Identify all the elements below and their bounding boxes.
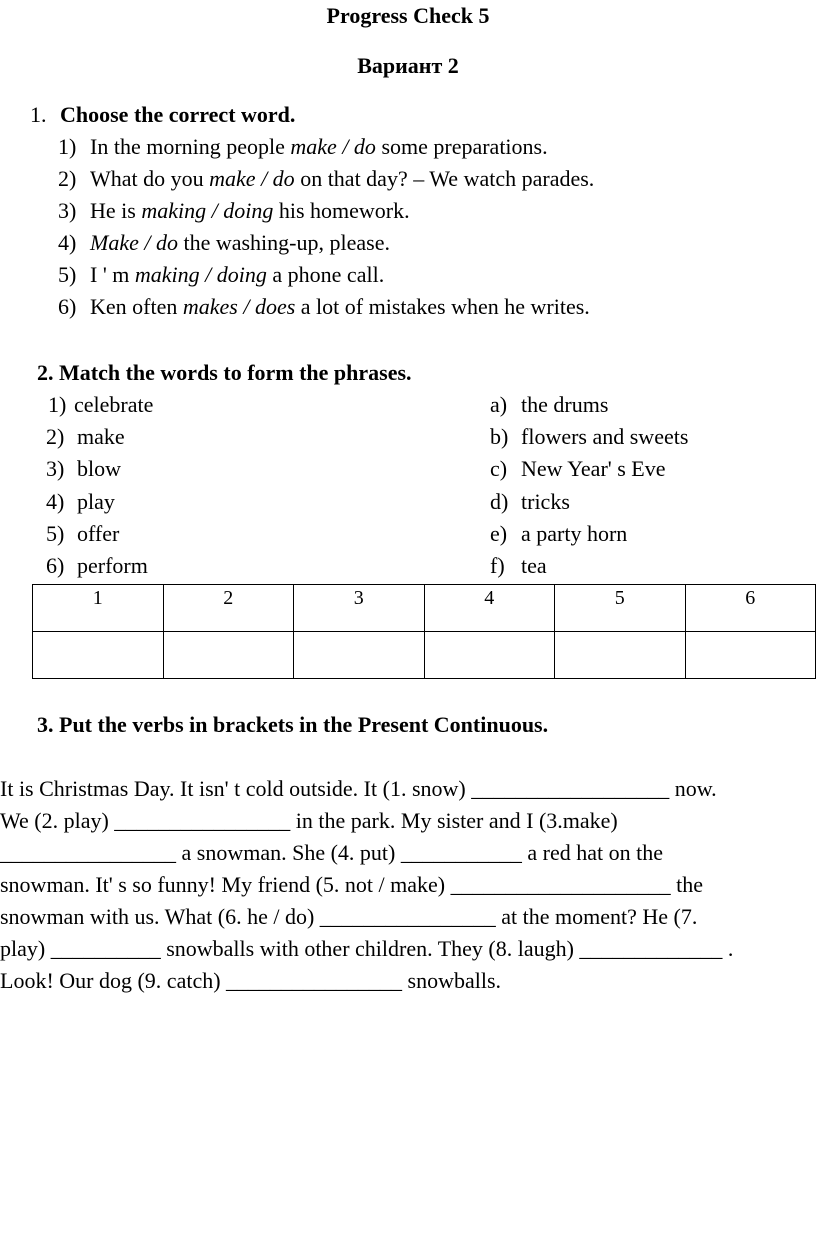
task1-item [58, 134, 548, 160]
item-number: 4) [46, 489, 65, 514]
task3-text-line: play) __________ snowballs with other children. They (8. laugh) _____________ . [0, 936, 734, 961]
task1-number: 1. [30, 102, 47, 127]
answer-table-header: 2 [163, 585, 294, 632]
item-number: 5) [46, 521, 65, 546]
match-right-item [490, 424, 688, 450]
answer-cell[interactable] [424, 632, 555, 679]
answer-cell[interactable] [33, 632, 164, 679]
item-number: 1) [58, 134, 77, 159]
answer-cell[interactable] [555, 632, 686, 679]
item-text: celebrate [74, 392, 154, 417]
task3-instruction: 3. Put the verbs in brackets in the Present Continuous. [37, 712, 549, 737]
item-letter: e) [490, 521, 508, 546]
item-text: some preparations. [375, 134, 548, 159]
item-number: 3) [46, 456, 65, 481]
item-options: makes / does [182, 294, 296, 319]
item-number: 2) [58, 166, 77, 191]
match-left-item [46, 424, 125, 450]
match-left-item [46, 456, 121, 482]
answer-table [32, 584, 816, 679]
page-title: Progress Check 5 [326, 3, 490, 28]
item-options: making / doing [141, 198, 274, 223]
item-options: make / do [290, 134, 376, 159]
item-number: 5) [58, 262, 77, 287]
answer-table-header: 5 [555, 585, 686, 632]
task3-text-line: Look! Our dog (9. catch) ________________ snowballs. [0, 968, 502, 993]
answer-table-header: 4 [424, 585, 555, 632]
answer-table-header: 1 [33, 585, 164, 632]
item-letter: d) [490, 489, 509, 514]
item-text: I ' m [90, 262, 135, 287]
match-right-item [490, 392, 608, 418]
task2-instruction: 2. Match the words to form the phrases. [37, 360, 412, 385]
item-text: the washing-up, please. [177, 230, 390, 255]
item-number: 4) [58, 230, 77, 255]
item-text: tea [521, 553, 547, 578]
item-letter: b) [490, 424, 509, 449]
item-text: on that day? – We watch parades. [294, 166, 595, 191]
item-text: a phone call. [266, 262, 385, 287]
answer-table-header-row [33, 585, 816, 632]
item-number: 6) [58, 294, 77, 319]
match-right-item [490, 489, 570, 515]
item-options: making / doing [134, 262, 267, 287]
item-options: Make / do [90, 230, 178, 255]
item-text: the drums [521, 392, 609, 417]
match-right-item [490, 456, 666, 482]
task3-text-line: We (2. play) ________________ in the park. My sister and I (3.make) [0, 808, 618, 833]
answer-table-header: 6 [685, 585, 816, 632]
item-options: make / do [209, 166, 295, 191]
task1-instruction: Choose the correct word. [60, 102, 296, 127]
match-left-item [46, 521, 119, 547]
answer-cell[interactable] [163, 632, 294, 679]
task3-text-line: snowman. It' s so funny! My friend (5. not / make) ____________________ the [0, 872, 703, 897]
item-text: a lot of mistakes when he writes. [295, 294, 590, 319]
item-number: 1) [48, 392, 67, 417]
item-text: perform [77, 553, 148, 578]
item-text: blow [77, 456, 121, 481]
task3-text-line: snowman with us. What (6. he / do) ________________ at the moment? He (7. [0, 904, 698, 929]
task1-item [58, 262, 384, 288]
item-text: a party horn [521, 521, 628, 546]
item-letter: c) [490, 456, 508, 481]
item-text: tricks [521, 489, 570, 514]
item-text: flowers and sweets [521, 424, 689, 449]
match-right-item [490, 521, 627, 547]
task1-item [58, 294, 590, 320]
answer-table-header: 3 [294, 585, 425, 632]
task1-heading [30, 102, 295, 128]
task1-item [58, 166, 594, 192]
item-text: play [77, 489, 115, 514]
item-letter: f) [490, 553, 505, 578]
variant-title: Вариант 2 [357, 53, 459, 78]
item-text: make [77, 424, 125, 449]
match-left-item [48, 392, 153, 418]
answer-cell[interactable] [294, 632, 425, 679]
item-text: offer [77, 521, 120, 546]
item-number: 2) [46, 424, 65, 449]
match-left-item [46, 553, 148, 579]
task3-text-line: ________________ a snowman. She (4. put) ___________ a red hat on the [0, 840, 663, 865]
item-text: his homework. [273, 198, 410, 223]
item-text: Ken often [90, 294, 183, 319]
answer-cell[interactable] [685, 632, 816, 679]
item-text: What do you [90, 166, 210, 191]
item-text: He is [90, 198, 142, 223]
item-letter: a) [490, 392, 508, 417]
item-text: In the morning people [90, 134, 291, 159]
item-number: 3) [58, 198, 77, 223]
match-left-item [46, 489, 115, 515]
match-right-item [490, 553, 547, 579]
task1-item [58, 198, 410, 224]
answer-table-answer-row [33, 632, 816, 679]
task3-text-line: It is Christmas Day. It isn' t cold outside. It (1. snow) __________________ now. [0, 776, 717, 801]
task1-item [58, 230, 390, 256]
item-number: 6) [46, 553, 65, 578]
item-text: New Year' s Eve [521, 456, 666, 481]
